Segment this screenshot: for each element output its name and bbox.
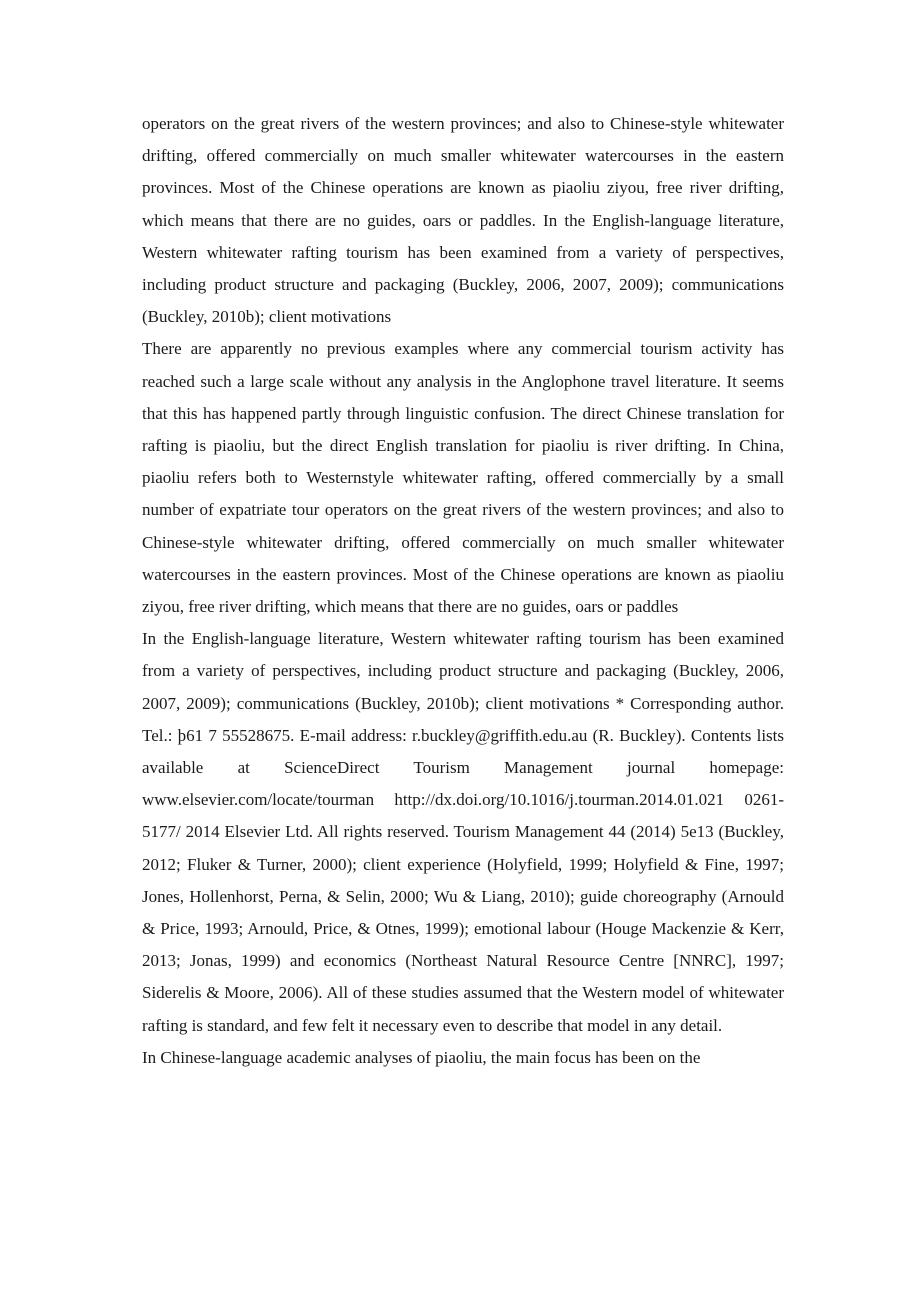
- paragraph-1: operators on the great rivers of the western provinces; and also to Chinese-style whitewater drifting, offered commercially on much smaller whitewater watercourses in the eastern provinces. Most of the Chinese operations are known as piaoliu ziyou, free river drifting, which means that there are no guides, oars or paddles. In the English-language literature, Western whitewater rafting tourism has been examined from a variety of perspectives, including product structure and packaging (Buckley, 2006, 2007, 2009); communications (Buckley, 2010b); client motivations: [142, 114, 784, 327]
- paragraph-3: In the English-language literature, Western whitewater rafting tourism has been examined from a variety of perspectives, including product structure and packaging (Buckley, 2006, 2007, 2009); communications (Buckley, 2010b); client motivations * Corresponding author. Tel.: þ61 7 55528675. E-mail address: r.buckley@griffith.edu.au (R. Buckley). Contents lists available at ScienceDirect Tourism Management journal homepage: www.elsevier.com/locate/tourman http://dx.doi.org/10.1016/j.tourman.2014.01.021 0261-5177/ 2014 Elsevier Ltd. All rights reserved. Tourism Management 44 (2014) 5e13 (Buckley, 2012; Fluker & Turner, 2000); client experience (Holyfield, 1999; Holyfield & Fine, 1997; Jones, Hollenhorst, Perna, & Selin, 2000; Wu & Liang, 2010); guide choreography (Arnould & Price, 1993; Arnould, Price, & Otnes, 1999); emotional labour (Houge Mackenzie & Kerr, 2013; Jonas, 1999) and economics (Northeast Natural Resource Centre [NNRC], 1997; Siderelis & Moore, 2006). All of these studies assumed that the Western model of whitewater rafting is standard, and few felt it necessary even to describe that model in any detail.: [142, 629, 784, 1035]
- document-page: [142, 108, 784, 1074]
- paragraph-4: In Chinese-language academic analyses of piaoliu, the main focus has been on the: [142, 1047, 701, 1067]
- paragraph-2: There are apparently no previous examples where any commercial tourism activity has reached such a large scale without any analysis in the Anglophone travel literature. It seems that this has happened partly through linguistic confusion. The direct Chinese translation for rafting is piaoliu, but the direct English translation for piaoliu is river drifting. In China, piaoliu refers both to Westernstyle whitewater rafting, offered commercially by a small number of expatriate tour operators on the great rivers of the western provinces; and also to Chinese-style whitewater drifting, offered commercially on much smaller whitewater watercourses in the eastern provinces. Most of the Chinese operations are known as piaoliu ziyou, free river drifting, which means that there are no guides, oars or paddles: [142, 339, 784, 617]
